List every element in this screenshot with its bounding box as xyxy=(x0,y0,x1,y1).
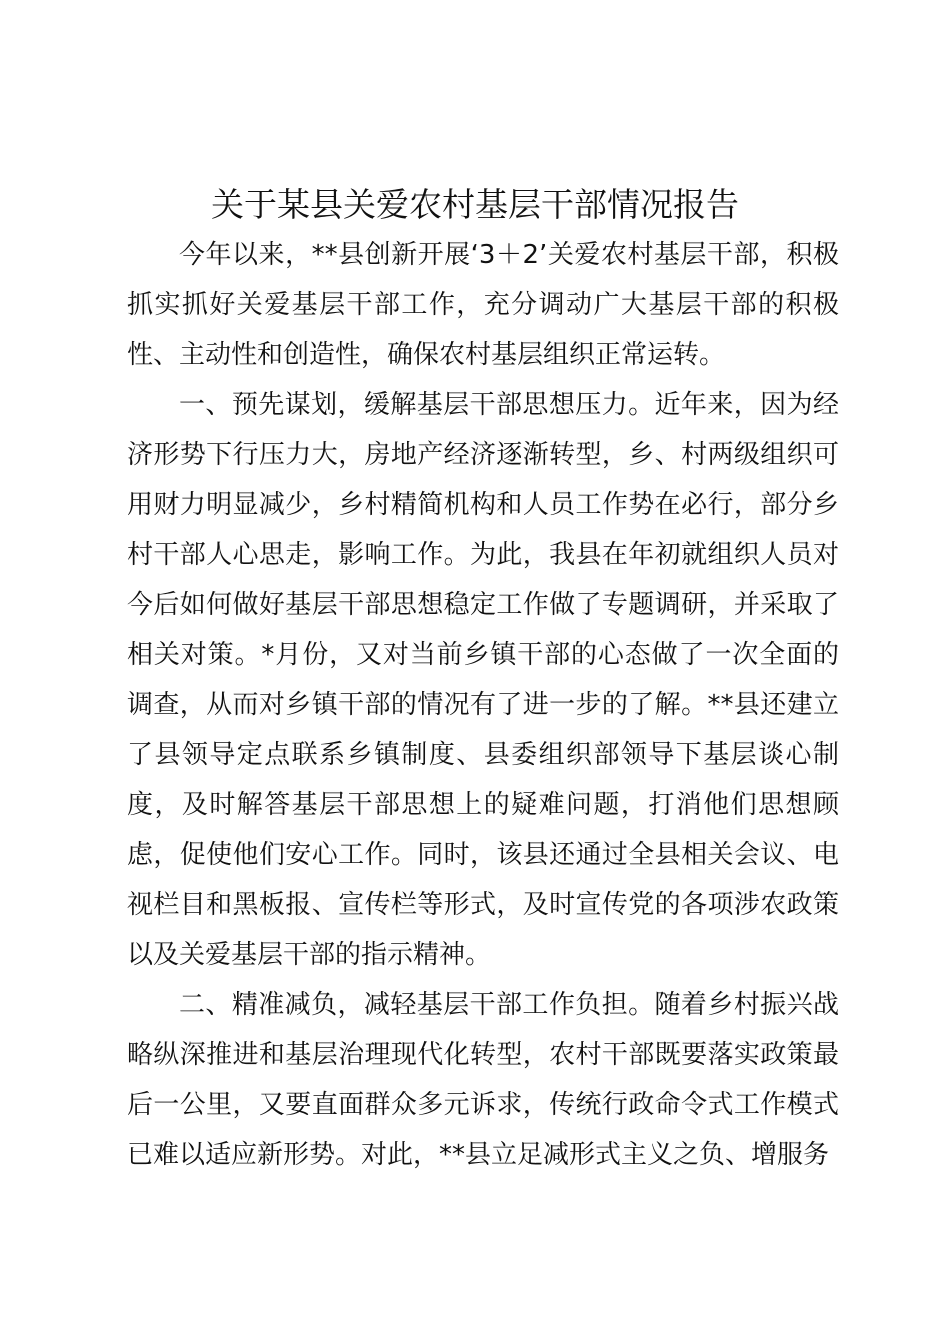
paragraph-section-2: 二、精准减负，减轻基层干部工作负担。随着乡村振兴战略纵深推进和基层治理现代化转型，农村干部既要落实政策最后一公里，又要直面群众多元诉求，传统行政命令式工作模式已难以适应新形势。对此，**县立足减形式主义之负、增服务 xyxy=(127,990,839,1170)
document-title: 关于某县关爱农村基层干部情况报告 xyxy=(211,185,739,224)
document-body xyxy=(127,230,839,1180)
paragraph-section-1: 一、预先谋划，缓解基层干部思想压力。近年来，因为经济形势下行压力大，房地产经济逐渐转型，乡、村两级组织可用财力明显减少，乡村精简机构和人员工作势在必行，部分乡村干部人心思走，影响工作。为此，我县在年初就组织人员对今后如何做好基层干部思想稳定工作做了专题调研，并采取了相关对策。*月份，又对当前乡镇干部的心态做了一次全面的调查，从而对乡镇干部的情况有了进一步的了解。**县还建立了县领导定点联系乡镇制度、县委组织部领导下基层谈心制度，及时解答基层干部思想上的疑难问题，打消他们思想顾虑，促使他们安心工作。同时，该县还通过全县相关会议、电视栏目和黑板报、宣传栏等形式，及时宣传党的各项涉农政策以及关爱基层干部的指示精神。 xyxy=(127,390,839,970)
paragraph-intro: 今年以来，**县创新开展‘3＋2’关爱农村基层干部，积极抓实抓好关爱基层干部工作，充分调动广大基层干部的积极性、主动性和创造性，确保农村基层组织正常运转。 xyxy=(127,240,839,370)
